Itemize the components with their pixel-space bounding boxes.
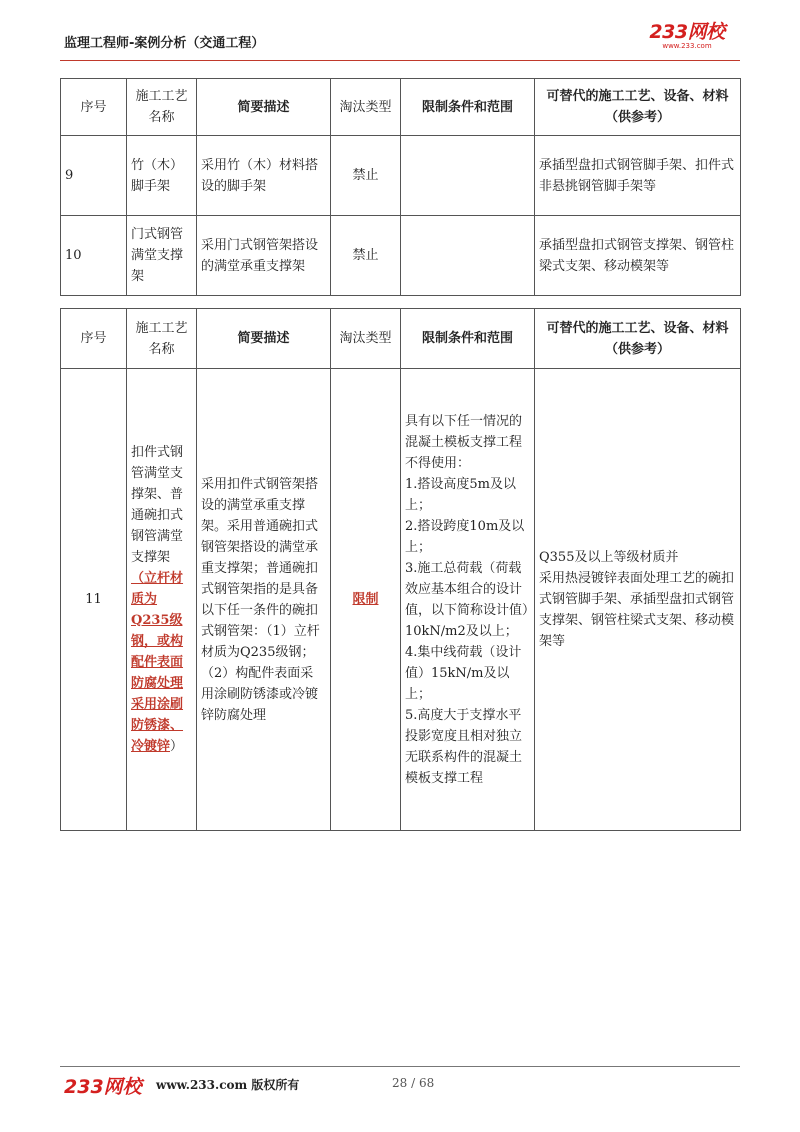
col-limit: 限制条件和范围 [401, 79, 535, 136]
limit-item: 3.施工总荷载（荷载效应基本组合的设计值，以下简称设计值）10kN/m2及以上； [405, 560, 529, 639]
col-type: 淘汰类型 [331, 309, 401, 369]
table-row [61, 136, 741, 216]
table-row [61, 216, 741, 296]
row-seq: 11 [61, 369, 127, 831]
process-table-2 [60, 308, 741, 831]
process-table-1 [60, 78, 741, 296]
row-type: 禁止 [331, 216, 401, 296]
row-limit [401, 369, 535, 831]
col-seq: 序号 [61, 309, 127, 369]
row-name-close: ） [170, 739, 184, 754]
restriction-link[interactable]: 限制 [352, 592, 379, 607]
row-name: 门式钢管满堂支撑架 [127, 216, 197, 296]
row-name [127, 369, 197, 831]
row-desc: 采用门式钢管架搭设的满堂承重支撑架 [197, 216, 331, 296]
page-header [60, 22, 740, 56]
limit-item: 1.搭设高度5m及以上； [405, 476, 517, 513]
col-name: 施工工艺名称 [127, 79, 197, 136]
row-alt: 承插型盘扣式钢管脚手架、扣件式非悬挑钢管脚手架等 [535, 136, 741, 216]
row-type [331, 369, 401, 831]
row-alt: 承插型盘扣式钢管支撑架、钢管柱梁式支架、移动模架等 [535, 216, 741, 296]
col-desc: 简要描述 [197, 309, 331, 369]
page-footer [60, 1066, 740, 1096]
alt-line: Q355及以上等级材质并 [539, 550, 679, 565]
row-limit [401, 136, 535, 216]
footer-copyright: www.233.com 版权所有 [156, 1078, 300, 1092]
page-number: 28 / 68 [392, 1076, 435, 1090]
brand-logo-url: www.233.com [662, 42, 712, 50]
limit-intro: 具有以下任一情况的混凝土模板支撑工程不得使用： [405, 413, 523, 471]
row-desc: 采用竹（木）材料搭设的脚手架 [197, 136, 331, 216]
col-seq: 序号 [61, 79, 127, 136]
row-desc: 采用扣件式钢管架搭设的满堂承重支撑架。采用普通碗扣式钢管架搭设的满堂承重支撑架；普通碗扣式钢管架指的是具备以下任一条件的碗扣式钢管架：（1）立杆材质为Q235级钢；（2）构配件表面采用涂刷防锈漆或冷镀锌防腐处理 [197, 369, 331, 831]
table-row [61, 369, 741, 831]
col-desc: 简要描述 [197, 79, 331, 136]
col-alt: 可替代的施工工艺、设备、材料（供参考） [535, 309, 741, 369]
row-limit [401, 216, 535, 296]
brand-logo-text: 233网校 [649, 21, 725, 43]
limit-item: 4.集中线荷载（设计值）15kN/m及以上； [405, 644, 522, 702]
table-header-row [61, 79, 741, 136]
table-header-row [61, 309, 741, 369]
row-name-text: 扣件式钢管满堂支撑架、普通碗扣式钢管满堂支撑架 [131, 445, 184, 565]
row-seq: 9 [61, 136, 127, 216]
row-type: 禁止 [331, 136, 401, 216]
row-name-highlight[interactable]: 立杆材质为Q235级钢，或构配件表面防腐处理采用涂刷防锈漆、冷镀锌 [131, 571, 184, 754]
col-alt: 可替代的施工工艺、设备、材料（供参考） [535, 79, 741, 136]
document-title: 监理工程师-案例分析（交通工程） [64, 36, 265, 51]
brand-logo [642, 22, 732, 52]
col-type: 淘汰类型 [331, 79, 401, 136]
limit-item: 5.高度大于支撑水平投影宽度且相对独立无联系构件的混凝土模板支撑工程 [405, 707, 523, 786]
limit-item: 2.搭设跨度10m及以上； [405, 518, 525, 555]
col-name: 施工工艺名称 [127, 309, 197, 369]
header-divider [60, 60, 740, 61]
col-limit: 限制条件和范围 [401, 309, 535, 369]
footer-logo: 233网校 [64, 1076, 142, 1098]
row-alt [535, 369, 741, 831]
row-name: 竹（木）脚手架 [127, 136, 197, 216]
row-seq: 10 [61, 216, 127, 296]
row-name-open: （ [131, 571, 145, 586]
footer-divider [60, 1066, 740, 1067]
alt-line: 采用热浸镀锌表面处理工艺的碗扣式钢管脚手架、承插型盘扣式钢管支撑架、钢管柱梁式支架、移动模架等 [539, 571, 735, 649]
